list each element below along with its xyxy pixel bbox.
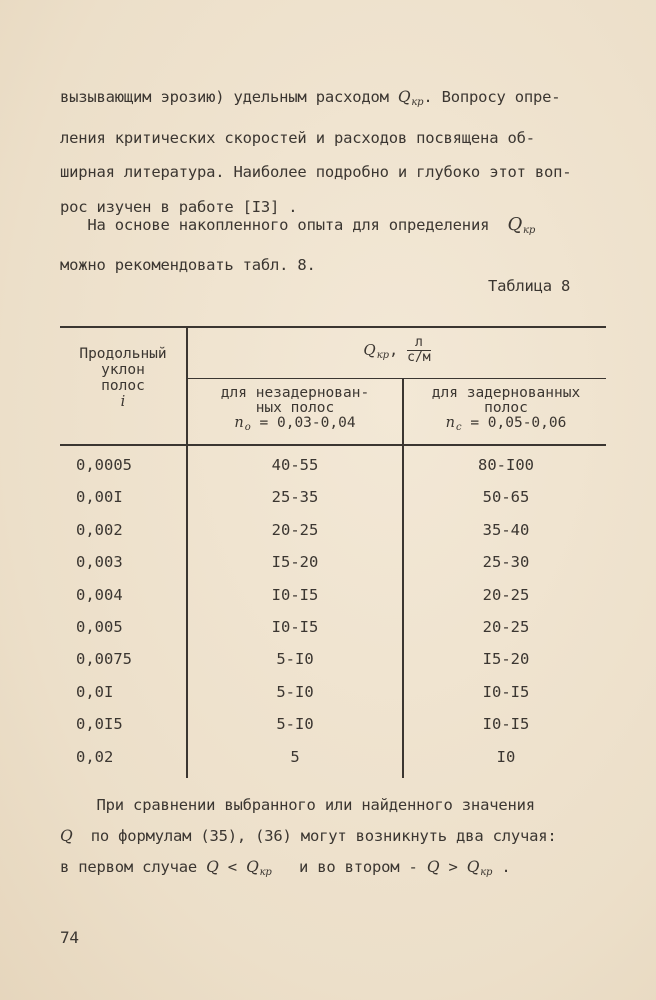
table-top-rule bbox=[60, 326, 606, 328]
paragraph-2 bbox=[60, 208, 535, 282]
table-row: 0,003 I5-20 25-30 bbox=[76, 553, 530, 572]
table-row: 0,00I 25-35 50-65 bbox=[76, 488, 530, 507]
table-row: 0,005 I0-I5 20-25 bbox=[76, 617, 530, 636]
unit-fraction: $\frac{л}{с/м}$ bbox=[407, 335, 431, 365]
table-row: 0,02 5 I0 bbox=[76, 747, 516, 766]
table-row: 0,0075 5-I0 I5-20 bbox=[76, 650, 530, 669]
table-body bbox=[60, 450, 606, 774]
header-grassed-strips: для задернованных полос $n_c = 0,05-0,06$ bbox=[431, 385, 581, 433]
paragraph-1-line-2: ления критических скоростей и расходов посвящена об- bbox=[60, 128, 535, 147]
header-bottom-rule bbox=[60, 444, 606, 446]
table-row: 0,0005 40-55 80-I00 bbox=[76, 456, 534, 474]
paragraph-2-line-1: На основе накопленного опыта для определения $Q_{кр}$ bbox=[87, 214, 536, 236]
table-row: 0,0I 5-I0 I0-I5 bbox=[76, 682, 530, 701]
paragraph-3-line-3: в первом случае $Q < Q_{кр}$ и во втором - $Q > Q_{кр}$ . bbox=[60, 858, 511, 878]
header-bare-strips: для незадернован- ных полос $n_o = 0,03-0,04$ bbox=[220, 385, 370, 433]
header-critical-flow: $Q_{кр}$, $\frac{л}{с/м}$ bbox=[363, 335, 431, 365]
header-sub-rule bbox=[186, 378, 606, 379]
paragraph-2-line-2: можно рекомендовать табл. 8. bbox=[60, 256, 316, 274]
header-slope: Продольный уклон полос i bbox=[79, 346, 167, 410]
table-row: 0,004 I0-I5 20-25 bbox=[76, 585, 530, 604]
data-table bbox=[60, 326, 606, 778]
page-number: 74 bbox=[60, 928, 79, 947]
paragraph-3-line-2: Q по формулам (35), (36) могут возникнуть два случая: bbox=[60, 827, 557, 845]
paragraph-3 bbox=[60, 790, 557, 888]
paragraph-1 bbox=[60, 80, 571, 224]
table-caption: Таблица 8 bbox=[488, 277, 571, 295]
paragraph-1-line-4: рос изучен в работе [I3] . bbox=[60, 197, 298, 216]
table-row: 0,0I5 5-I0 I0-I5 bbox=[76, 715, 530, 734]
table-row: 0,002 20-25 35-40 bbox=[76, 520, 530, 539]
paragraph-3-line-1: При сравнении выбранного или найденного значения bbox=[96, 796, 535, 814]
paragraph-1-line-1: вызывающим эрозию) удельным расходом $Q_{кр}$. Вопросу опре- bbox=[60, 88, 561, 108]
paragraph-1-line-3: ширная литература. Наиболее подробно и глубоко этот воп- bbox=[60, 163, 572, 181]
